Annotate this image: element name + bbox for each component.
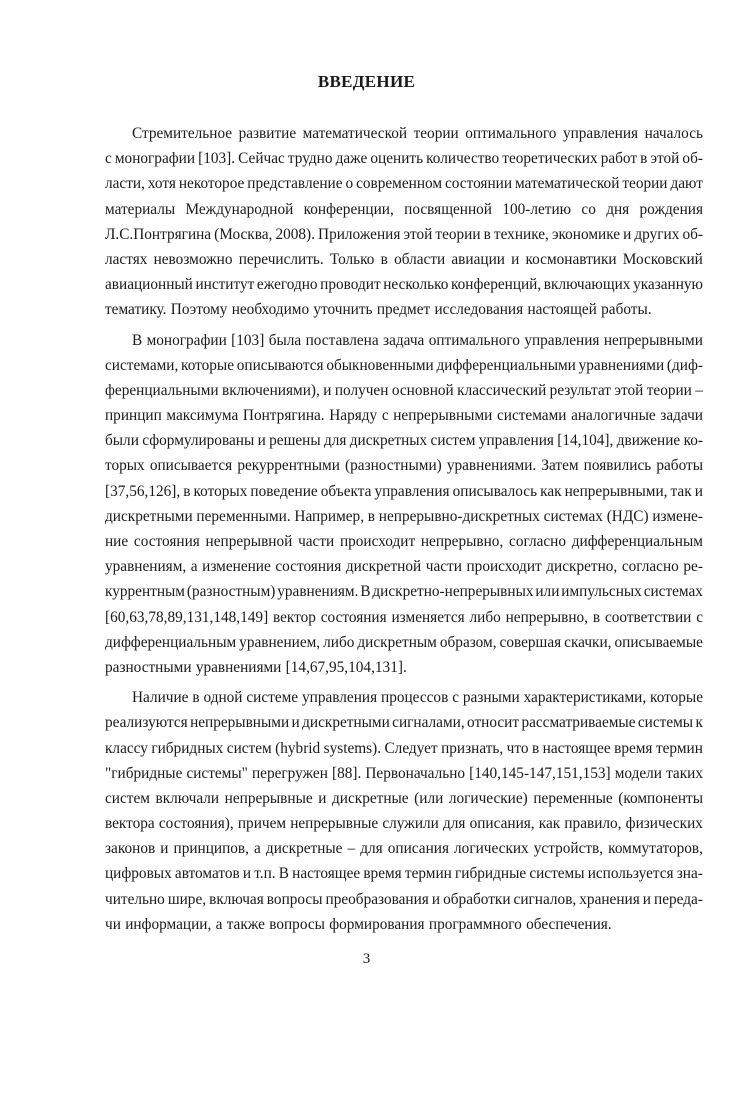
text-line: были сформулированы и решены для дискретных систем управления [14,104], движение ко- [105, 432, 703, 450]
text-line: В монографии [103] была поставлена задача оптимального управления непрерывными [132, 331, 703, 349]
text-line: материалы Международной конференции, посвященной 100-летию со дня рождения [105, 200, 703, 218]
text-line: тематику. Поэтому необходимо уточнить предмет исследования настоящей работы. [105, 301, 652, 319]
text-line: вектора состояния), причем непрерывные служили для описания, как правило, физических [105, 815, 703, 833]
text-line: чи информации, а также вопросы формирования программного обеспечения. [105, 915, 612, 933]
text-line: торых описывается рекуррентными (разностными) уравнениями. Затем появились работы [105, 457, 703, 475]
text-line: Стремительное развитие математической теории оптимального управления началось [132, 125, 703, 142]
text-line: чительно шире, включая вопросы преобразования и обработки сигналов, хранения и переда- [105, 890, 703, 908]
text-line: систем включали непрерывные и дискретные (или логические) переменные (компоненты [105, 789, 703, 807]
text-line: ференциальными включениями), и получен основной классический результат этой теории – [105, 381, 703, 399]
text-line: авиационный институт ежегодно проводит несколько конференций, включающих указанную [105, 276, 703, 294]
text-line: дискретными переменными. Например, в непрерывно-дискретных системах (НДС) измене- [105, 507, 703, 525]
text-line: ластях невозможно перечислить. Только в области авиации и космонавтики Московский [105, 250, 703, 268]
body-text [105, 121, 703, 937]
text-line: ласти, хотя некоторое представление о современном состоянии математической теории дают [105, 175, 703, 193]
text-line: классу гибридных систем (hybrid systems). Следует признать, что в настоящее время термин [105, 739, 703, 757]
text-line: Л.С.Понтрягина (Москва, 2008). Приложения этой теории в технике, экономике и других об- [105, 225, 703, 243]
text-line: "гибридные системы" перегружен [88]. Первоначально [140,145-147,151,153] модели таких [105, 764, 703, 782]
text-line: [60,63,78,89,131,148,149] вектор состояния изменяется либо непрерывно, в соответствии с [105, 608, 703, 626]
text-line: с монографии [103]. Сейчас трудно даже оценить количество теоретических работ в этой об- [105, 150, 703, 168]
text-line: цифровых автоматов и т.п. В настоящее время термин гибридные системы используется зна- [105, 865, 703, 883]
text-line: куррентным (разностным) уравнениям. В дискретно-непрерывных или импульсных системах [105, 583, 703, 601]
text-line: разностными уравнениями [14,67,95,104,131]. [105, 658, 407, 676]
page-number: 3 [362, 951, 371, 967]
text-line: ние состояния непрерывной части происходит непрерывно, согласно дифференциальным [105, 533, 703, 550]
paragraph-1 [105, 121, 703, 323]
paragraph-3 [105, 685, 703, 937]
text-line: реализуются непрерывными и дискретными сигналами, относит рассматриваемые системы к [105, 714, 703, 732]
text-line: уравнениям, а изменение состояния дискретной части происходит дискретно, согласно ре- [105, 558, 703, 576]
text-line: законов и принципов, а дискретные – для описания логических устройств, коммутаторов, [105, 840, 703, 858]
text-line: дифференциальным уравнением, либо дискретным образом, совершая скачки, описываемые [105, 633, 703, 651]
page-title: ВВЕДЕНИЕ [317, 72, 416, 91]
text-line: Наличие в одной системе управления процессов с разными характеристиками, которые [132, 689, 703, 707]
text-line: системами, которые описываются обыкновенными дифференциальными уравнениями (диф- [105, 356, 703, 374]
paragraph-2 [105, 328, 703, 681]
text-line: принцип максимума Понтрягина. Наряду с непрерывными системами аналогичные задачи [105, 407, 703, 425]
text-line: [37,56,126], в которых поведение объекта управления описывалось как непрерывными, так и [105, 482, 703, 500]
